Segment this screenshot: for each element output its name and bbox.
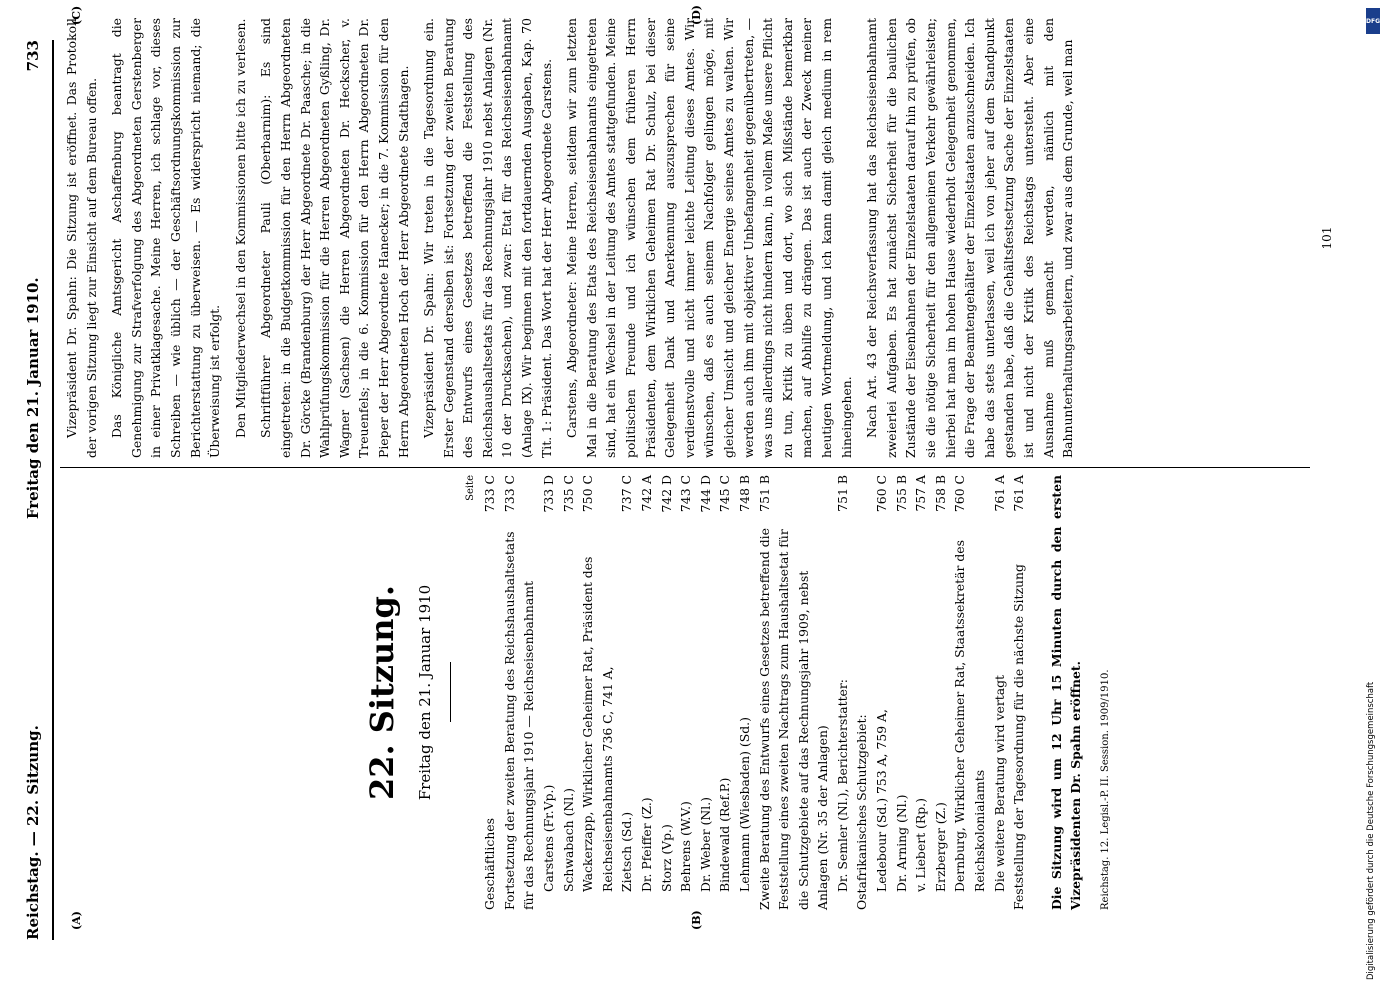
toc-entry [657, 475, 677, 910]
session-date: Freitag den 21. Januar 1910 [416, 584, 434, 801]
toc-entry-page: 751 B [834, 475, 850, 512]
toc-entry [578, 475, 617, 910]
toc-entry-page: 750 C [580, 475, 596, 513]
toc-entry-page: 760 C [952, 475, 968, 513]
margin-mark-b: (B) [690, 910, 703, 930]
toc-entry-text: Feststellung der Tagesordnung für die nächste Sitzung [1011, 564, 1027, 910]
toc-entry-page: 742 A [638, 475, 654, 512]
toc-entry [480, 475, 500, 910]
toc-entry [931, 475, 951, 910]
table-of-contents [480, 475, 1029, 910]
toc-entry-text: Dr. Arning (Nl.) [893, 794, 909, 892]
toc-entry-text: Dr. Weber (Nl.) [697, 797, 713, 892]
toc-entry-text: Ledebour (Sd.) 753 A, 759 A, [874, 709, 890, 892]
footer-citation: Reichstag. 12. Legisl.-P. II. Session. 1909/1910. [1100, 669, 1111, 910]
toc-entry [833, 475, 853, 910]
speech-paragraph: Vizepräsident Dr. Spahn: Die Sitzung ist eröffnet. Das Protokoll der vorigen Sitzung liegt zur Einsicht auf dem Bureau offen. [64, 18, 99, 458]
toc-entry-page: 743 C [678, 475, 694, 513]
toc-entry-text: Dr. Semler (Nl.), Berichterstatter: [834, 679, 850, 892]
toc-entry-text: Lehmann (Wiesbaden) (Sd.) [736, 717, 752, 892]
toc-entry-text: Die weitere Beratung wird vertagt [991, 674, 1007, 892]
dfg-logo: DFG [1366, 8, 1380, 34]
toc-entry-text: v. Liebert (Rp.) [913, 798, 929, 892]
toc-entry-page: 733 C [482, 475, 498, 513]
toc-entry-text: Behrens (W.V.) [678, 801, 694, 892]
toc-entry-page [852, 475, 872, 525]
toc-entry-page: 755 B [893, 475, 909, 512]
margin-mark-c: (C) [70, 5, 83, 25]
speech-paragraph: Das Königliche Amtsgericht Aschaffenburg beantragt die Genehmigung zur Strafverfolgung des Abgeordneten Gerstenberger in einer Privatklagesache. Meine Herren, ich schlage vor, dieses Schreiben — wie üblich — der Geschäftsordnungskommission zur Berichterstattung zu überweisen. — Es widerspricht niemand; die Überweisung ist erfolgt. [109, 18, 223, 458]
header-page-number: 733 [24, 40, 42, 72]
toc-entry-page: 748 B [736, 475, 752, 512]
left-column [62, 475, 1116, 910]
right-column [62, 18, 1084, 458]
toc-entry-page: 737 C [619, 475, 635, 513]
toc-entry [676, 475, 696, 910]
toc-entry-text: Erzberger (Z.) [932, 802, 948, 892]
toc-entry-page: 761 A [1011, 475, 1027, 512]
toc-entry-text: Dr. Pfeiffer (Z.) [638, 797, 654, 892]
toc-entry [1009, 475, 1029, 910]
speech-paragraph: Nach Art. 43 der Reichsverfassung hat das Reichseisenbahnamt zweierlei Aufgaben. Es hat zunächst Sicherheit für die baulichen Zustände der Eisenbahnen der Einzelstaaten darauf hin zu prüfen, ob sie die nötige Sicherheit für den allgemeinen Verkehr gewährleisten; hierbei hat man im hohen Hause wiederholt Gelegenheit genommen, die Frage der Beamtengehälter der Einzelstaaten anzuschneiden. Ich habe das stets unterlassen, weil ich von jeher auf dem Standpunkt gestanden habe, daß die Gehältsfestsetzung Sache der Einzelstaaten ist und nicht der Kritik des Reichstags untersteht. Aber eine Ausnahme muß gemacht werden, nämlich mit den Bahnunterhaltungsarbeitern, und zwar aus dem Grunde, weil man [864, 18, 1076, 458]
toc-entry-text: Storz (Vp.) [658, 824, 674, 892]
header-left: Reichstag. — 22. Sitzung. [24, 725, 42, 940]
toc-entry-text: Ostafrikanisches Schutzgebiet: [854, 714, 870, 910]
toc-entry [539, 475, 559, 910]
toc-entry-page: 735 C [560, 475, 576, 513]
speech-paragraph: Schriftführer Abgeordneter Pauli (Oberbarnim): Es sind eingetreten: in die Budgetkommission für den Herrn Abgeordneten Dr. Görcke (Brandenburg) der Herr Abgeordnete Dr. Paasche; in die Wahlprüfungskommission für die Herren Abgeordneten Gyßling, Dr. Wagner (Sachsen) die Herren Abgeordneten Dr. Heckscher, v. Treuenfels; in die 6. Kommission für den Herrn Abgeordneten Dr. Pieper der Herr Abgeordnete Hanecker; in die 7. Kommission für den Herrn Abgeordneten Hoch der Herr Abgeordnete Stadthagen. [258, 18, 411, 458]
toc-entry [892, 475, 912, 910]
toc-entry-text: Carstens (Fr.Vp.) [540, 784, 556, 892]
toc-entry-page: 760 C [874, 475, 890, 513]
toc-entry-page: 744 D [697, 475, 713, 513]
toc-entry-page: 757 A [913, 475, 929, 512]
toc-entry [559, 475, 579, 910]
toc-entry-text: Dernburg, Wirklicher Geheimer Rat, Staatssekretär des Reichskolonialamts [952, 540, 988, 892]
toc-entry [990, 475, 1010, 910]
title-rule [450, 663, 451, 723]
toc-entry [950, 475, 989, 910]
toc-entry [852, 475, 872, 910]
toc-entry-text: Wackerzapp, Wirklicher Geheimer Rat, Präsident des Reichseisenbahnamts 736 C, 741 A, [580, 556, 615, 892]
toc-entry-text: Zietsch (Sd.) [619, 811, 635, 892]
margin-mark-a: (A) [70, 911, 83, 930]
speech-paragraph: Carstens, Abgeordneter: Meine Herren, seitdem wir zum letzten Mal in die Beratung des Etats des Reichseisenbahnamts eingetreten sind, hat ein Wechsel in der Leitung des Amtes stattgefunden. Meine politischen Freunde und ich wünschen dem früheren Herrn Präsidenten, dem Wirklichen Geheimen Rat Dr. Schulz, bei dieser Gelegenheit Dank und Anerkennung auszusprechen für seine verdienstvolle und nicht immer leichte Leitung dieses Amtes. Wir wünschen, daß es auch seinem Nachfolger gelingen möge, mit gleicher Umsicht und gleicher Energie seines Amtes zu walten. Wir werden auch ihm mit objektiver Unbefangenheit gegenübertreten, — was uns allerdings nicht hindern kann, in vollem Maße unsere Pflicht zu tun, Kritik zu üben und dort, wo sich Mißstände bemerkbar machen, auf Abhilfe zu drängen. Das ist auch der Zweck meiner heutigen Wortmeldung, und ich kann damit gleich medium in rem hineingehen. [564, 18, 854, 458]
speech-paragraph: Vizepräsident Dr. Spahn: Wir treten in die Tagesordnung ein. Erster Gegenstand derselben ist: Fortsetzung der zweiten Beratung des Entwurfs eines Gesetzes betreffend die Feststellung des Reichshaushaltsetats für das Rechnungsjahr 1910 nebst Anlagen (Nr. 10 der Drucksachen), und zwar: Etat für das Reichseisenbahnamt (Anlage IX). Wir beginnen mit den fortdauernden Ausgaben, Kap. 70 Tit. 1: Präsident. Das Wort hat der Herr Abgeordnete Carstens. [421, 18, 554, 458]
toc-entry [696, 475, 716, 910]
digitization-note [1366, 20, 1380, 980]
toc-entry-page: 733 C [501, 475, 517, 513]
toc-entry [637, 475, 657, 910]
toc-entry-page: 733 D [540, 475, 556, 513]
toc-entry-text: Schwabach (Nl.) [560, 788, 576, 892]
header-rule [52, 40, 54, 940]
toc-entry-text: Zweite Beratung des Entwurfs eines Gesetzes betreffend die Feststellung eines zweiten Nachtrags zum Haushaltsetat für die Schutzgebiete auf das Rechnungsjahr 1909, nebst Anlagen (Nr. 35 der Anlagen) [756, 528, 831, 910]
toc-entry [872, 475, 892, 910]
toc-entry [617, 475, 637, 910]
toc-entry-text: Geschäftliches [482, 818, 498, 910]
margin-mark-d: (D) [690, 5, 703, 25]
toc-entry [715, 475, 735, 910]
toc-entry-text: Fortsetzung der zweiten Beratung des Reichshaushaltsetats für das Rechnungsjahr 1910 — Reichseisenbahnamt [501, 531, 537, 910]
opening-note: Die Sitzung wird um 12 Uhr 15 Minuten durch den ersten Vizepräsidenten Dr. Spahn eröffnet. [1048, 475, 1084, 910]
session-title: 22. Sitzung. [363, 584, 401, 801]
toc-entry-page: 751 B [756, 475, 772, 512]
bottom-page-number: 101 [1320, 226, 1334, 250]
toc-entry [735, 475, 755, 910]
toc-entry-page: 742 D [658, 475, 674, 513]
toc-entry-text: Bindewald (Ref.P.) [717, 777, 733, 892]
toc-entry-page: 745 C [717, 475, 733, 513]
page-header [18, 40, 48, 940]
toc-entry-page: 758 B [932, 475, 948, 512]
toc-entry [911, 475, 931, 910]
toc-entry [755, 475, 833, 910]
digitization-note-text: Digitalisierung gefördert durch die Deutsche Forschungsgemeinschaft [1366, 681, 1376, 980]
seite-label: Seite [464, 475, 476, 501]
speech-paragraph: Den Mitgliederwechsel in den Kommissionen bitte ich zu verlesen. [232, 18, 248, 438]
header-right: Freitag den 21. Januar 1910. [24, 277, 42, 520]
toc-entry-page: 761 A [991, 475, 1007, 512]
toc-entry [500, 475, 539, 910]
column-divider [60, 467, 1310, 468]
proceedings-text [62, 18, 1078, 458]
